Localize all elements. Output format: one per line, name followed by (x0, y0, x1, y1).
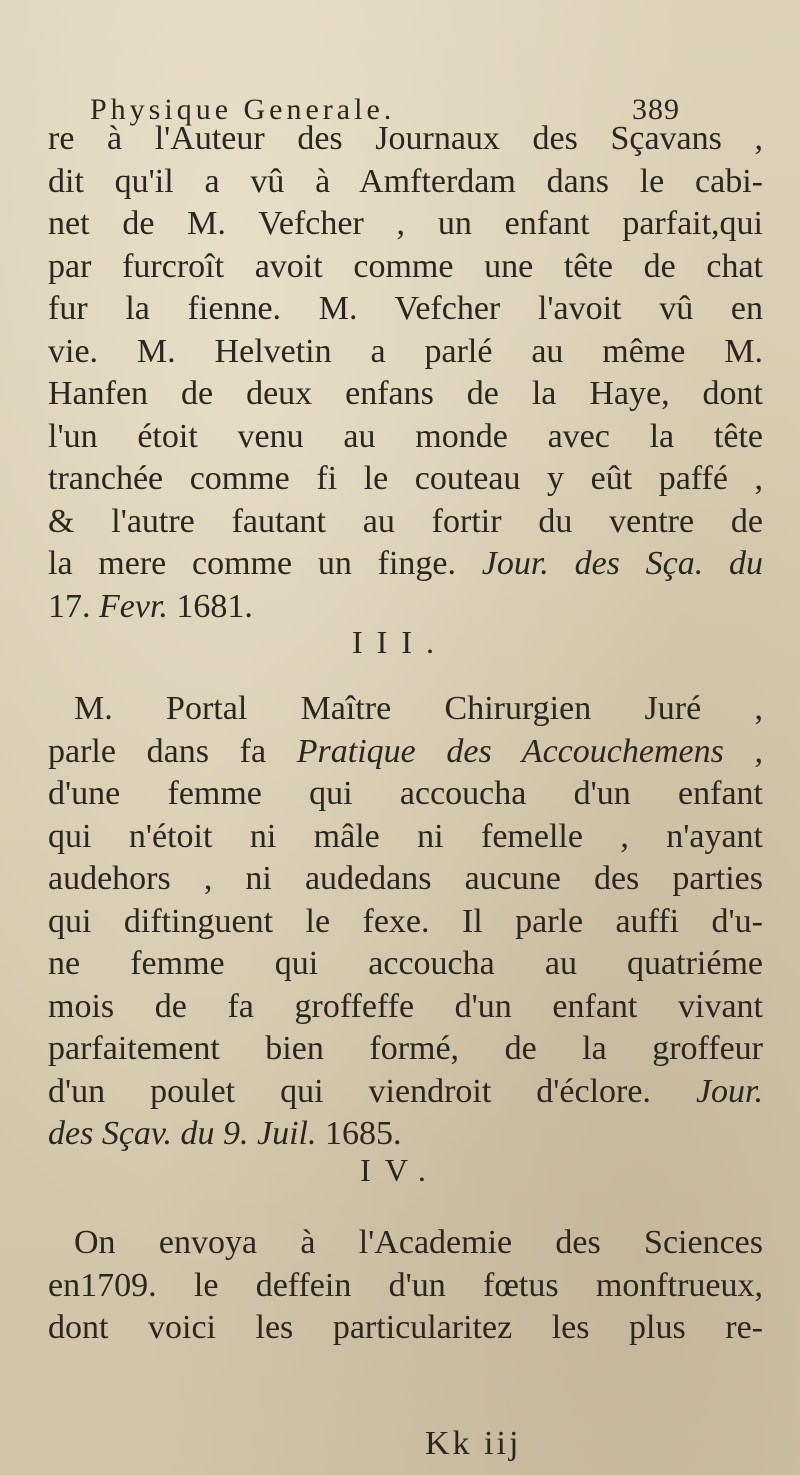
text-line: net de M. Vefcher , un enfant parfait,qui (48, 205, 763, 242)
text-line: & l'autre fautant au fortir du ventre de (48, 502, 763, 540)
citation-year: 1685. (316, 1115, 402, 1152)
text-line: en1709. le deffein d'un fœtus monftrueux, (48, 1266, 763, 1304)
citation: Jour. (695, 1072, 763, 1110)
page-number: 389 (632, 93, 680, 126)
citation: des Sçav. du 9. Juil. (48, 1115, 317, 1152)
citation: Fevr. (99, 587, 168, 625)
text-line: vie. M. Helvetin a parlé au même M. (48, 332, 763, 370)
text-line: d'une femme qui accoucha d'un enfant (48, 775, 763, 812)
text-line: re à l'Auteur des Journaux des Sçavans , (48, 120, 763, 157)
paragraph (48, 688, 763, 1156)
text-line: parfaitement bien formé, de la groffeur (48, 1030, 763, 1067)
text-line (48, 1071, 763, 1114)
running-head-title: Physique Generale. (90, 93, 396, 126)
text-segment: parle dans fa (48, 732, 297, 770)
paragraph-continuation (48, 118, 763, 628)
text-line: dit qu'il a vû à Amfterdam dans le cabi- (48, 162, 763, 200)
signature-mark: Kk iij (425, 1425, 522, 1462)
text-line: dont voici les particularitez les plus re- (48, 1309, 763, 1346)
text-line (48, 731, 763, 774)
book-title: Pratique des Accouchemens , (296, 732, 764, 770)
text-line: mois de fa groffeffe d'un enfant vivant (48, 987, 763, 1025)
paragraph (48, 1222, 763, 1350)
section-number: IV. (360, 1152, 440, 1188)
text-line: l'un étoit venu au monde avec la tête (48, 417, 763, 455)
text-line: audehors , ni audedans aucune des parties (48, 860, 763, 897)
text-line: ne femme qui accoucha au quatriéme (48, 945, 763, 982)
text-segment: d'un poulet qui viendroit d'éclore. (48, 1072, 696, 1110)
text-line: On envoya à l'Academie des Sciences (74, 1224, 763, 1261)
text-segment: la mere comme un finge. (48, 545, 482, 582)
text-line: fur la fienne. M. Vefcher l'avoit vû en (48, 290, 763, 327)
text-line (48, 543, 763, 586)
text-segment: 17. (48, 587, 99, 625)
text-line: tranchée comme fi le couteau y eût paffé , (48, 460, 763, 497)
text-line: qui diftinguent le fexe. Il parle auffi d'u- (48, 902, 763, 940)
text-line: qui n'étoit ni mâle ni femelle , n'ayant (48, 817, 763, 855)
text-line (48, 1113, 763, 1156)
citation-year: 1681. (167, 587, 253, 625)
text-line: Hanfen de deux enfans de la Haye, dont (48, 375, 763, 412)
citation: Jour. des Sça. du (481, 545, 764, 582)
section-number: III. (352, 624, 448, 660)
text-line: par furcroît avoit comme une tête de chat (48, 247, 763, 285)
text-line (48, 586, 763, 629)
text-line: M. Portal Maître Chirurgien Juré , (74, 690, 763, 727)
